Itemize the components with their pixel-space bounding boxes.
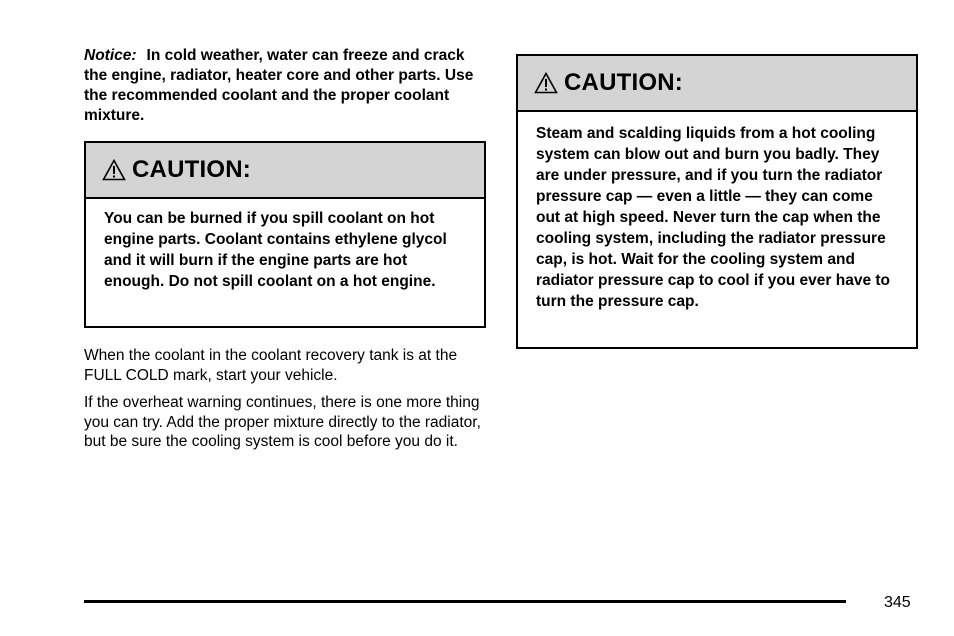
caution-header bbox=[86, 143, 484, 199]
caution-body: Steam and scalding liquids from a hot cooling system can blow out and burn you badly. They are under pressure, and if you turn the radiator pressure cap — even a little — they can come out at high speed. Never turn the cap when the cooling system, including the radiator pressure cap, is hot. Wait for the cooling system and radiator pressure cap to cool if you ever have to turn the pressure cap. bbox=[536, 125, 891, 310]
caution-box-coolant bbox=[84, 141, 486, 328]
notice-label: Notice: bbox=[84, 47, 137, 64]
footer-rule bbox=[84, 600, 846, 603]
caution-title: CAUTION: bbox=[132, 156, 251, 183]
caution-body: You can be burned if you spill coolant on hot engine parts. Coolant contains ethylene glycol and it will burn if the engine parts are hot enough. Do not spill coolant on a hot engine. bbox=[104, 210, 447, 290]
caution-box-steam bbox=[516, 54, 918, 349]
notice-paragraph bbox=[84, 46, 488, 126]
body-paragraph: If the overheat warning continues, there is one more thing you can try. Add the proper mixture directly to the radiator, but be sure the cooling system is cool before you do it. bbox=[84, 394, 481, 450]
warning-triangle-icon bbox=[534, 72, 558, 94]
page-number: 345 bbox=[884, 594, 911, 611]
notice-text: In cold weather, water can freeze and crack the engine, radiator, heater core and other parts. Use the recommended coolant and the proper coolant mixture. bbox=[84, 47, 474, 124]
caution-header bbox=[518, 56, 916, 112]
body-paragraph: When the coolant in the coolant recovery tank is at the FULL COLD mark, start your vehicle. bbox=[84, 347, 458, 384]
warning-triangle-icon bbox=[102, 159, 126, 181]
caution-title: CAUTION: bbox=[564, 69, 683, 96]
